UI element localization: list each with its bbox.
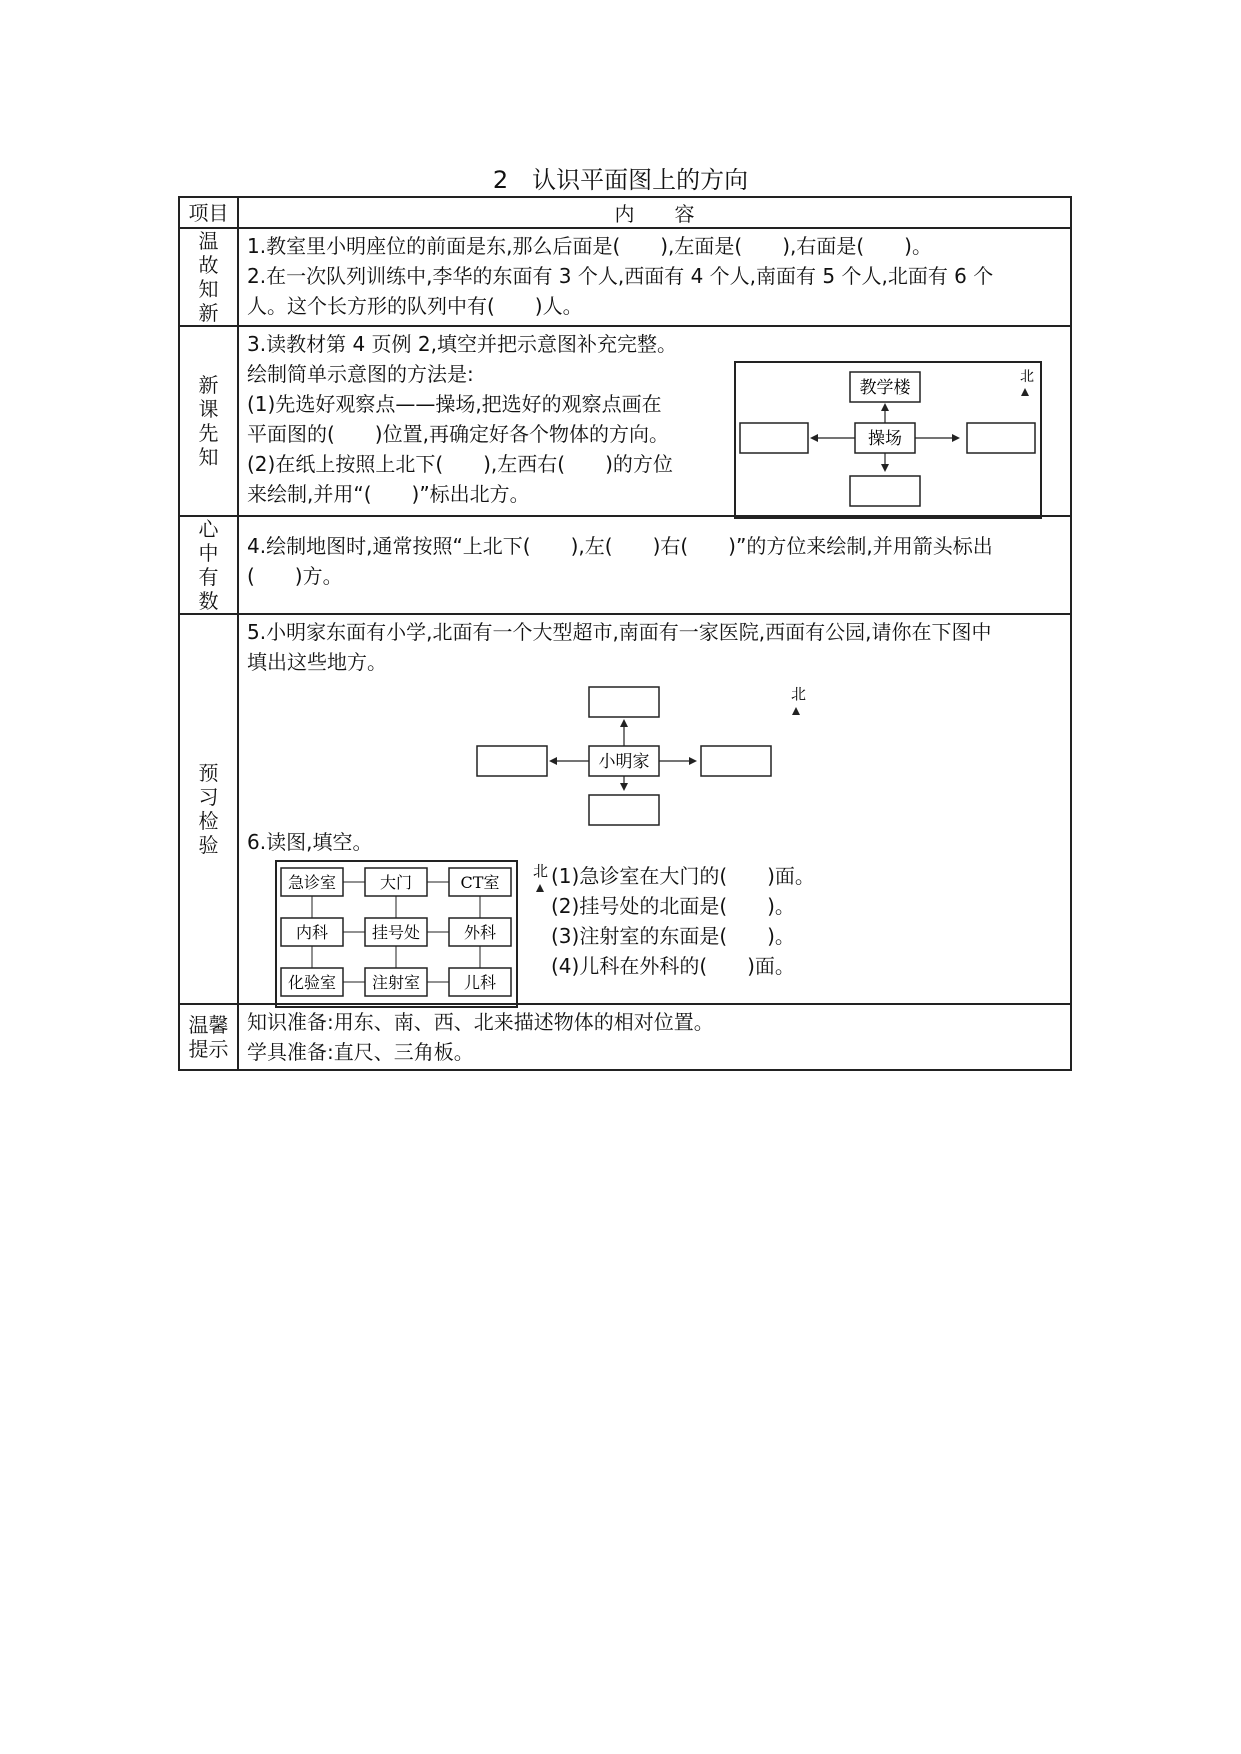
text-line: (2)在纸上按照上北下( ),左西右( )的方位 — [247, 452, 673, 476]
table-row — [179, 614, 1071, 1004]
room-label: 大门 — [379, 873, 413, 892]
text-line: 人。这个长方形的队列中有( )人。 — [247, 294, 583, 318]
row-label — [179, 516, 238, 614]
row-label-text: 温馨提示 — [188, 1013, 229, 1061]
blank-box-east — [701, 746, 771, 776]
header-content: 内 容 — [238, 197, 1071, 228]
north-arrow-icon — [536, 884, 544, 892]
room-label: 化验室 — [287, 973, 337, 992]
table-row — [179, 1004, 1071, 1070]
row-label-text: 新课先知 — [198, 373, 219, 469]
text-line: (2)挂号处的北面是( )。 — [551, 894, 795, 918]
table-row — [179, 326, 1071, 516]
row-content — [238, 1004, 1071, 1070]
building-label: 教学楼 — [859, 378, 911, 398]
text-line: (1)急诊室在大门的( )面。 — [551, 864, 815, 888]
table-header-row — [179, 197, 1071, 228]
north-arrow-icon — [1021, 388, 1029, 396]
header-item: 项目 — [179, 197, 238, 228]
row-content — [238, 516, 1071, 614]
row-label — [179, 614, 238, 1004]
north-arrow-icon — [792, 707, 800, 715]
row-label-text: 温故知新 — [198, 229, 219, 325]
room-label: 内科 — [295, 923, 329, 942]
row-content — [238, 326, 1071, 516]
text-line: (4)儿科在外科的( )面。 — [551, 954, 795, 978]
north-label: 北 — [791, 685, 807, 703]
table-row — [179, 228, 1071, 326]
text-line: (3)注射室的东面是( )。 — [551, 924, 795, 948]
room-label: CT室 — [460, 873, 500, 892]
room-label: 急诊室 — [287, 873, 337, 892]
page-title: 2 认识平面图上的方向 — [492, 166, 749, 194]
row-label-text: 心中有数 — [198, 517, 219, 613]
blank-box-west — [740, 423, 808, 453]
north-label: 北 — [1020, 369, 1034, 385]
blank-box-east — [967, 423, 1035, 453]
row-label — [179, 228, 238, 326]
school-diagram — [734, 361, 1044, 521]
text-line: ( )方。 — [247, 564, 343, 588]
room-label: 挂号处 — [371, 923, 421, 942]
text-line: 5.小明家东面有小学,北面有一个大型超市,南面有一家医院,西面有公园,请你在下图中 — [247, 620, 992, 644]
text-line: 填出这些地方。 — [247, 650, 387, 674]
table-row — [179, 516, 1071, 614]
text-line: 来绘制,并用“( )”标出北方。 — [247, 482, 530, 506]
room-label: 儿科 — [463, 973, 497, 992]
blank-box-north — [589, 687, 659, 717]
blank-box-west — [477, 746, 547, 776]
row-content — [238, 228, 1071, 326]
blank-box-south — [850, 476, 920, 506]
playground-label: 操场 — [868, 429, 902, 449]
text-line: (1)先选好观察点——操场,把选好的观察点画在 — [247, 392, 662, 416]
q6-items — [551, 861, 815, 981]
north-label: 北 — [533, 862, 549, 880]
row-label-text: 预习检验 — [198, 761, 219, 857]
row-content — [238, 614, 1071, 1004]
text-line: 2.在一次队列训练中,李华的东面有 3 个人,西面有 4 个人,南面有 5 个人,北面有 6 个 — [247, 264, 994, 288]
room-label: 外科 — [463, 923, 497, 942]
blank-box-south — [589, 795, 659, 825]
home-label: 小明家 — [598, 752, 650, 772]
hospital-diagram — [275, 860, 553, 1010]
text-line: 平面图的( )位置,再确定好各个物体的方向。 — [247, 422, 669, 446]
text-line: 学具准备:直尺、三角板。 — [247, 1040, 474, 1064]
text-line: 6.读图,填空。 — [247, 830, 373, 854]
row-label — [179, 1004, 238, 1070]
text-line: 绘制简单示意图的方法是: — [247, 362, 474, 386]
text-line: 知识准备:用东、南、西、北来描述物体的相对位置。 — [247, 1010, 714, 1034]
room-label: 注射室 — [371, 973, 421, 992]
text-line: 4.绘制地图时,通常按照“上北下( ),左( )右( )”的方位来绘制,并用箭头标出 — [247, 534, 993, 558]
row-label — [179, 326, 238, 516]
text-line: 3.读教材第 4 页例 2,填空并把示意图补充完整。 — [247, 332, 677, 356]
home-diagram — [475, 683, 815, 828]
content-table — [178, 196, 1072, 1071]
text-line: 1.教室里小明座位的前面是东,那么后面是( ),左面是( ),右面是( )。 — [247, 234, 932, 258]
